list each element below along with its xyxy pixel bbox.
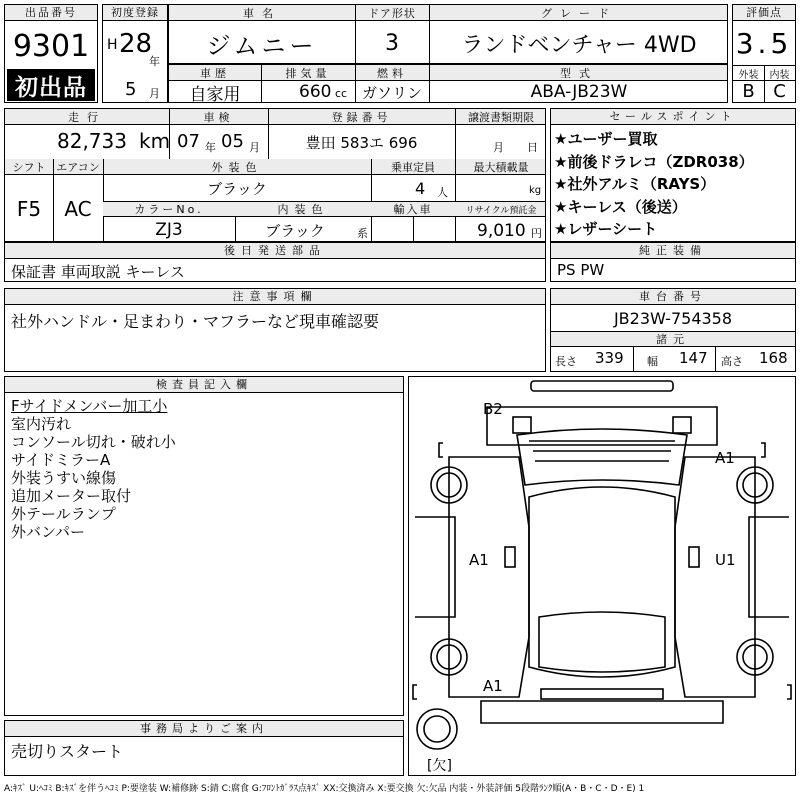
chassis-label: 車台番号 xyxy=(551,289,795,305)
later-parts: 保証書 車両取説 キーレス xyxy=(11,263,185,281)
car-diagram xyxy=(409,377,795,775)
inspection-year-unit: 年 xyxy=(205,141,216,154)
damage-mark-a1-rear: A1 xyxy=(483,677,503,695)
details-block xyxy=(4,108,546,242)
office-label: 事務局よりご案内 xyxy=(5,721,403,737)
inspection-month: 05 xyxy=(221,131,244,152)
fuel-label: 燃料 xyxy=(377,67,407,80)
capacity-unit: 人 xyxy=(437,186,448,199)
notes-label: 注意事項欄 xyxy=(5,289,545,305)
notes-text: 社外ハンドル・足まわり・マフラーなど現車確認要 xyxy=(11,312,380,331)
car-name-label: 車名 xyxy=(243,7,281,20)
registration-year: 28 xyxy=(119,29,153,59)
car-name: ジムニー xyxy=(206,31,318,60)
inspector-item: 室内汚れ xyxy=(11,415,72,433)
plate-number: 豊田 583エ 696 xyxy=(305,133,418,152)
exterior-color: ブラック xyxy=(207,179,267,198)
vehicle-info-cell xyxy=(168,4,728,64)
shift: F5 xyxy=(16,197,42,221)
exterior-grade: B xyxy=(742,80,755,102)
later-parts-block xyxy=(4,242,546,282)
score-label: 評価点 xyxy=(733,5,795,21)
grade-label: グレード xyxy=(541,7,617,20)
dims-label: 諸元 xyxy=(656,333,690,346)
interior-color: ブラック xyxy=(265,221,325,240)
later-parts-label: 後日発送部品 xyxy=(5,243,545,259)
sales-points-list xyxy=(554,128,754,241)
fuel: ガソリン xyxy=(361,83,422,102)
length-label: 長さ xyxy=(555,355,577,368)
capacity: 4 xyxy=(415,179,426,198)
missing-mark: [欠] xyxy=(427,758,452,774)
month-unit: 月 xyxy=(149,87,160,100)
inspector-item: サイドミラーA xyxy=(11,451,111,469)
grade: ランドベンチャー 4WD xyxy=(461,32,697,58)
transfer-day-unit: 日 xyxy=(527,141,538,154)
inspector-item: コンソール切れ・破れ小 xyxy=(11,433,176,451)
import-label: 輸入車 xyxy=(393,203,433,216)
interior-grade-label: 内装 xyxy=(769,69,790,81)
damage-mark-b2: B2 xyxy=(483,400,503,418)
notes-block xyxy=(4,288,546,372)
sales-point: ★前後ドラレコ（ZDR038） xyxy=(554,152,754,171)
inspection-year: 07 xyxy=(177,131,200,152)
capacity-label: 乗車定員 xyxy=(391,161,435,174)
first-listing-badge: 初出品 xyxy=(7,69,95,101)
plate-label: 登録番号 xyxy=(331,111,392,124)
model-label: 型式 xyxy=(560,67,598,80)
model: ABA-JB23W xyxy=(530,82,628,102)
recycle-unit: 円 xyxy=(531,227,542,240)
registration-month: 5 xyxy=(125,79,137,100)
inspection-month-unit: 月 xyxy=(249,141,260,154)
height: 168 xyxy=(759,349,788,367)
interior-color-label: 内装色 xyxy=(277,203,329,216)
transfer-deadline-label: 譲渡書類期限 xyxy=(468,111,534,124)
mileage-label: 走行 xyxy=(68,111,106,124)
sales-points-block xyxy=(550,108,796,242)
year-unit: 年 xyxy=(149,55,160,68)
height-label: 高さ xyxy=(721,355,743,368)
lot-number-cell xyxy=(4,4,98,103)
score-cell xyxy=(732,4,796,103)
office-text: 売切りスタート xyxy=(11,742,124,761)
office-block xyxy=(4,720,404,776)
spec-cell xyxy=(168,64,728,103)
genuine-equipment-label: 純正装備 xyxy=(551,243,795,259)
chassis-block xyxy=(550,288,796,372)
chassis-number: JB23W-754358 xyxy=(613,308,733,328)
inspector-item: 外テールランプ xyxy=(11,505,116,523)
color-no-label: カラーNo. xyxy=(134,203,204,216)
divider xyxy=(633,347,634,371)
interior-color-suffix: 系 xyxy=(357,227,368,240)
score: 3.5 xyxy=(735,26,793,60)
shift-label: シフト xyxy=(12,161,46,174)
history: 自家用 xyxy=(189,84,241,105)
max-load-label: 最大積載量 xyxy=(473,161,529,174)
inspection-label: 車検 xyxy=(203,111,234,124)
air-conditioner: AC xyxy=(64,197,92,221)
inspector-block xyxy=(4,376,404,716)
mileage: 82,733 xyxy=(57,129,127,153)
interior-grade: C xyxy=(773,80,786,102)
recycle-label: リサイクル預託金 xyxy=(465,205,537,216)
displacement: 660 xyxy=(299,82,332,102)
genuine-equipment: PS PW xyxy=(557,261,605,279)
sales-point: ★キーレス（後送） xyxy=(554,197,687,216)
inspector-list xyxy=(11,397,176,541)
exterior-color-label: 外装色 xyxy=(211,161,263,174)
first-registration-label: 初度登録 xyxy=(103,5,167,21)
recycle-fee: 9,010 xyxy=(477,221,526,241)
sales-point: ★レザーシート xyxy=(554,220,658,238)
door-label: ドア形状 xyxy=(368,7,416,20)
header-block xyxy=(4,4,796,103)
displacement-label: 排気量 xyxy=(285,67,331,80)
inspector-item: 外装うすい線傷 xyxy=(11,469,117,487)
genuine-equipment-block xyxy=(550,242,796,282)
inspector-item: 外バンパー xyxy=(11,523,85,541)
door-count: 3 xyxy=(385,30,399,56)
width-label: 幅 xyxy=(647,355,658,368)
load-unit: kg xyxy=(529,185,542,196)
ac-label: エアコン xyxy=(56,161,100,174)
width: 147 xyxy=(679,349,708,367)
first-registration-cell xyxy=(102,4,168,103)
length: 339 xyxy=(595,349,624,367)
damage-mark-a1-right-front: A1 xyxy=(715,449,735,467)
exterior-grade-label: 外装 xyxy=(738,69,759,81)
era: H xyxy=(107,37,118,53)
divider xyxy=(715,347,716,371)
inspector-item: 追加メーター取付 xyxy=(11,487,132,505)
lot-number-label: 出品番号 xyxy=(5,5,97,21)
damage-mark-u1-right: U1 xyxy=(715,551,736,569)
lot-number: 9301 xyxy=(12,28,90,64)
displacement-unit: cc xyxy=(335,87,348,100)
color-no: ZJ3 xyxy=(155,220,183,240)
inspector-label: 検査員記入欄 xyxy=(5,377,403,393)
sales-points-label: セールスポイント xyxy=(551,109,795,125)
car-diagram-block xyxy=(408,376,796,776)
transfer-month-unit: 月 xyxy=(493,141,504,154)
sales-point: ★ユーザー買取 xyxy=(554,130,658,148)
mileage-unit: km xyxy=(139,129,171,153)
damage-mark-a1-left: A1 xyxy=(469,551,489,569)
sales-point: ★社外アルミ（RAYS） xyxy=(554,175,716,193)
legend: A:ｷｽﾞ U:ﾍｺﾐ B:ｷｽﾞを伴うﾍｺﾐ P:要塗装 W:補修跡 S:錆 C:腐食 G:ﾌﾛﾝﾄｶﾞﾗｽ点ｷｽﾞ XX:交換済み X:要交換 欠:欠品 内装・外装評価 5段階ﾗﾝｸ順(A・B・C・D・E) 1 xyxy=(4,784,645,794)
inspector-item: Fサイドメンバー加工小 xyxy=(11,397,168,415)
history-label: 車歴 xyxy=(200,67,230,80)
